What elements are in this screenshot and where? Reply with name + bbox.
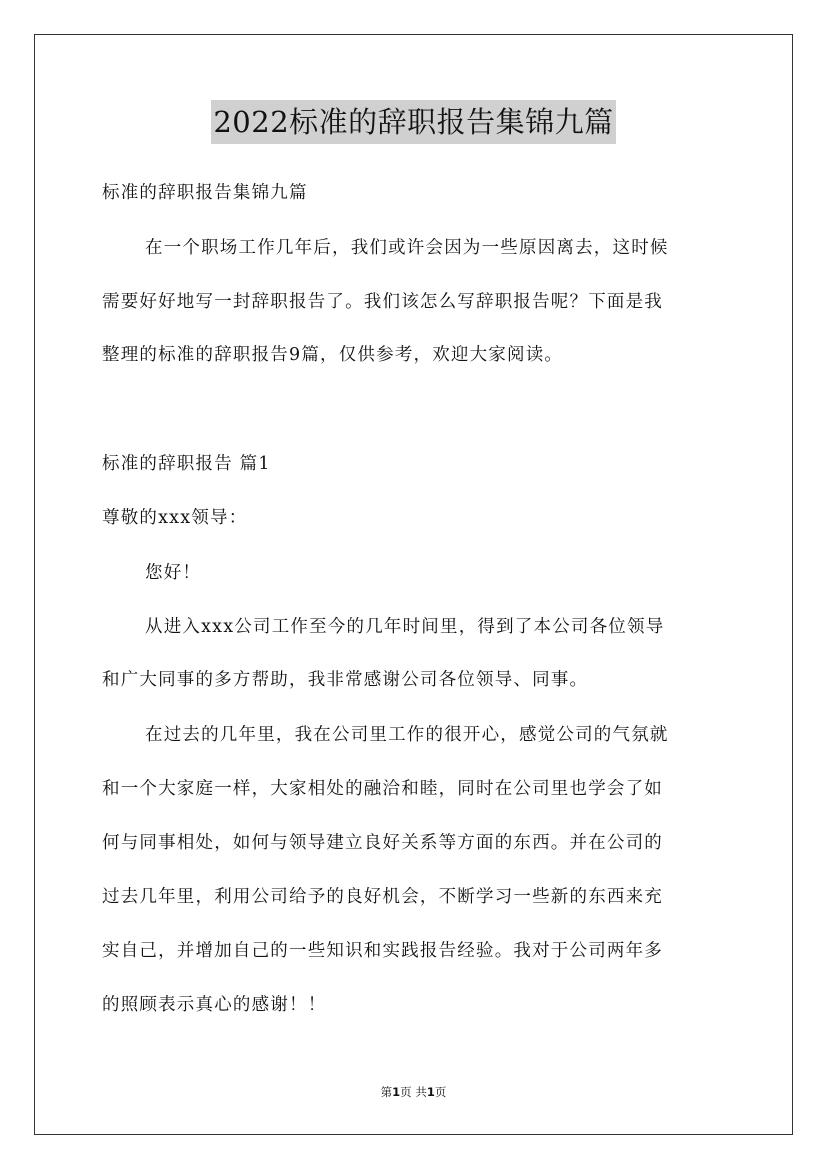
para2-line-2: 和一个大家庭一样，大家相处的融洽和睦，同时在公司里也学会了如 bbox=[102, 779, 663, 799]
document-subtitle: 标准的辞职报告集锦九篇 bbox=[102, 183, 308, 203]
para2-line-6: 的照顾表示真心的感谢！！ bbox=[102, 995, 327, 1015]
intro-line-2: 需要好好地写一封辞职报告了。我们该怎么写辞职报告呢？下面是我 bbox=[102, 292, 663, 312]
para2-line-5: 实自己，并增加自己的一些知识和实践报告经验。我对于公司两年多 bbox=[102, 941, 663, 961]
para2-line-4: 过去几年里，利用公司给予的良好机会，不断学习一些新的东西来充 bbox=[102, 887, 663, 907]
document-title: 2022标准的辞职报告集锦九篇 bbox=[211, 100, 615, 144]
greeting: 您好！ bbox=[145, 563, 202, 583]
para2-line-1: 在过去的几年里，我在公司里工作的很开心，感觉公司的气氛就 bbox=[145, 725, 669, 745]
section-heading: 标准的辞职报告 篇1 bbox=[102, 454, 271, 474]
footer-page-mid: 页 共 bbox=[400, 1085, 427, 1099]
footer-page-prefix: 第 bbox=[380, 1085, 393, 1099]
para2-line-3: 何与同事相处，如何与领导建立良好关系等方面的东西。并在公司的 bbox=[102, 833, 663, 853]
footer-page-suffix: 页 bbox=[434, 1085, 447, 1099]
title-container bbox=[0, 100, 827, 144]
intro-line-1: 在一个职场工作几年后，我们或许会因为一些原因离去，这时候 bbox=[145, 238, 669, 258]
page-footer bbox=[0, 1084, 827, 1100]
footer-page-number: 1 bbox=[392, 1085, 401, 1099]
intro-line-3: 整理的标准的辞职报告9篇，仅供参考，欢迎大家阅读。 bbox=[102, 345, 564, 365]
footer-page-total: 1 bbox=[426, 1085, 435, 1099]
salutation: 尊敬的xxx领导： bbox=[102, 508, 248, 528]
para1-line-2: 和广大同事的多方帮助，我非常感谢公司各位领导、同事。 bbox=[102, 670, 589, 690]
para1-line-1: 从进入xxx公司工作至今的几年时间里，得到了本公司各位领导 bbox=[145, 617, 665, 637]
